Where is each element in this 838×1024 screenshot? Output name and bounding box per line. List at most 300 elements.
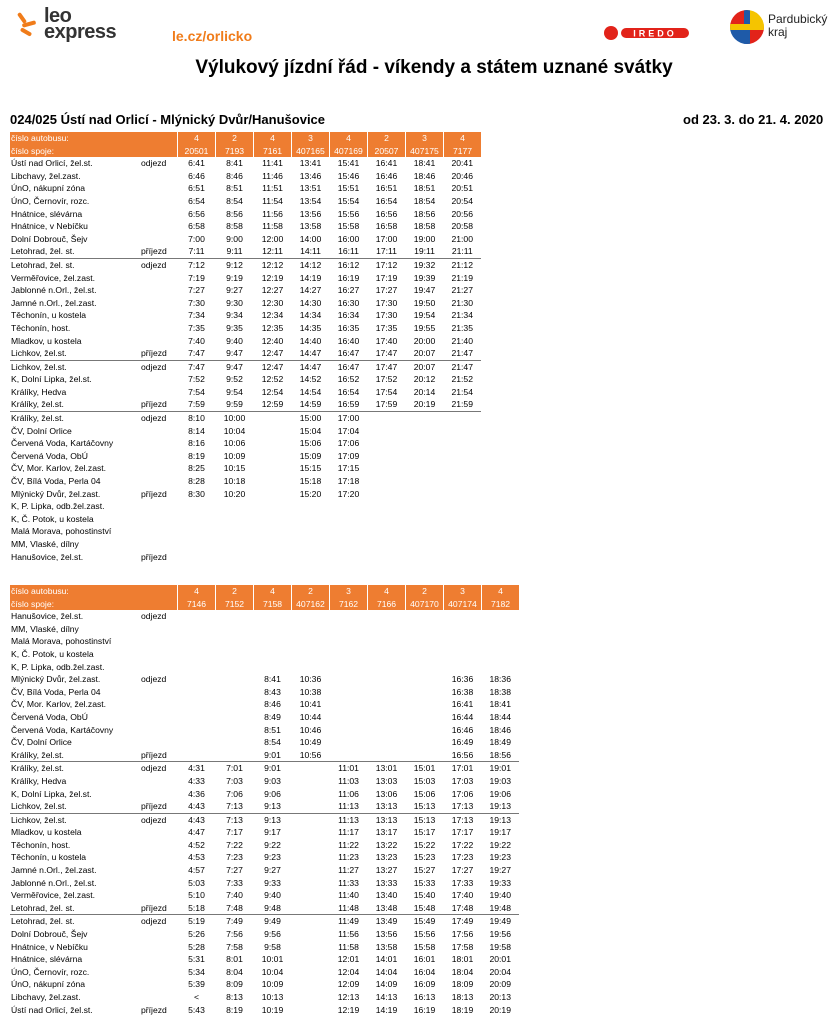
departure-time xyxy=(254,513,292,526)
departure-time: 18:56 xyxy=(413,208,436,219)
departure-time: 7:54 xyxy=(188,386,205,397)
departure-time: 19:03 xyxy=(489,775,511,786)
stop-type xyxy=(141,195,178,208)
departure-time: 19:33 xyxy=(489,877,511,888)
stop-type xyxy=(141,373,178,386)
departure-time: 14:40 xyxy=(299,335,322,346)
departure-time: 6:41 xyxy=(188,158,205,169)
departure-time: 9:27 xyxy=(264,865,281,876)
station-name: K, Č. Potok, u kostela xyxy=(11,648,94,659)
departure-time xyxy=(178,711,216,724)
station-name: Libchavy, žel.zast. xyxy=(11,992,81,1002)
departure-time: 18:54 xyxy=(413,195,436,206)
bus-number: 3 xyxy=(330,585,368,598)
station-name: ÚnO, nákupní zóna xyxy=(11,979,86,990)
departure-time xyxy=(406,513,444,526)
station-name: Jamné n.Orl., žel.zast. xyxy=(11,865,97,876)
departure-time: 18:41 xyxy=(489,699,511,710)
table-row xyxy=(10,360,481,373)
departure-time: 12:13 xyxy=(337,992,360,1002)
departure-time: 12:27 xyxy=(261,285,284,296)
departure-time xyxy=(368,500,406,513)
table-row xyxy=(10,551,481,564)
departure-time: 11:56 xyxy=(262,208,283,219)
departure-time: 5:26 xyxy=(188,929,205,940)
departure-time: 14:47 xyxy=(292,360,330,373)
departure-time xyxy=(254,412,292,425)
station-name: Ústí nad Orlicí, žel.st. xyxy=(11,158,93,169)
departure-time: 9:49 xyxy=(254,915,292,928)
departure-time: 9:56 xyxy=(264,929,281,940)
departure-time: 13:40 xyxy=(375,890,398,901)
departure-time: 9:35 xyxy=(226,322,243,333)
departure-time: 15:58 xyxy=(413,941,436,952)
departure-time xyxy=(330,635,368,648)
stop-type xyxy=(141,475,178,488)
station-name: Králíky, žel.st. xyxy=(10,762,141,775)
trip-number: 407170 xyxy=(406,598,444,611)
stop-type: příjezd xyxy=(141,902,167,913)
table-row xyxy=(10,386,481,399)
departure-time xyxy=(292,610,330,623)
departure-time: 10:46 xyxy=(299,724,322,735)
departure-time: 19:22 xyxy=(489,839,511,850)
stop-type: příjezd xyxy=(141,399,167,410)
departure-time: 10:04 xyxy=(223,425,246,436)
departure-time xyxy=(368,610,406,623)
departure-time: 18:04 xyxy=(451,966,474,977)
departure-time: 10:00 xyxy=(216,412,254,425)
departure-time: 20:46 xyxy=(451,170,473,181)
departure-time xyxy=(406,711,444,724)
departure-time: 11:49 xyxy=(330,915,368,928)
departure-time: 12:59 xyxy=(261,399,284,410)
departure-time: 21:00 xyxy=(451,233,473,244)
departure-time: 16:46 xyxy=(451,724,474,735)
departure-time: 17:06 xyxy=(337,438,360,449)
departure-time xyxy=(330,538,368,551)
station-name: Dolní Dobrouč, Šejv xyxy=(11,233,88,244)
departure-time: 17:22 xyxy=(451,839,474,850)
table-row xyxy=(10,425,481,438)
departure-time: 13:58 xyxy=(299,221,322,232)
departure-time xyxy=(178,500,216,513)
departure-time: 8:01 xyxy=(226,954,243,965)
stop-type xyxy=(141,966,178,979)
departure-time xyxy=(292,966,330,979)
departure-time: 16:47 xyxy=(330,360,368,373)
stop-type xyxy=(141,928,178,941)
departure-time: 12:47 xyxy=(254,360,292,373)
stop-type xyxy=(141,297,178,310)
departure-time: 21:59 xyxy=(451,399,473,410)
departure-time xyxy=(406,623,444,636)
bus-number: 3 xyxy=(444,585,482,598)
departure-time: 16:56 xyxy=(451,749,474,760)
leo-express-wordmark: leo express xyxy=(44,5,117,43)
stop-type xyxy=(141,500,178,513)
table-row xyxy=(10,475,481,488)
departure-time xyxy=(178,698,216,711)
station-name: ČV, Bílá Voda, Perla 04 xyxy=(11,686,101,697)
departure-time: 10:13 xyxy=(261,992,284,1002)
station-name: K, Dolní Lipka, žel.st. xyxy=(11,374,92,385)
departure-time: 7:56 xyxy=(226,929,243,940)
departure-time: 7:47 xyxy=(188,348,205,359)
departure-time: 13:49 xyxy=(368,915,406,928)
departure-time xyxy=(368,513,406,526)
departure-time xyxy=(368,648,406,661)
departure-time: 21:35 xyxy=(451,322,473,333)
departure-time: 18:46 xyxy=(489,724,511,735)
trip-number-row xyxy=(10,598,519,611)
departure-time: 17:11 xyxy=(376,246,397,257)
departure-time: 21:40 xyxy=(451,335,473,346)
bus-number: 4 xyxy=(368,585,406,598)
table-row xyxy=(10,839,519,852)
departure-time: 8:54 xyxy=(264,737,281,748)
departure-time: 9:03 xyxy=(264,775,281,786)
departure-time: 17:00 xyxy=(330,412,368,425)
station-name: K, Dolní Lipka, žel.st. xyxy=(11,788,92,799)
departure-time: 4:43 xyxy=(178,813,216,826)
departure-time: 12:01 xyxy=(337,954,360,965)
departure-time: 5:18 xyxy=(188,902,205,913)
departure-time: 16:00 xyxy=(337,233,360,244)
departure-time xyxy=(216,749,254,762)
departure-time: 16:12 xyxy=(330,258,368,271)
departure-time: 19:47 xyxy=(413,285,436,296)
departure-time xyxy=(406,610,444,623)
departure-time: 10:19 xyxy=(261,1004,284,1015)
departure-time xyxy=(254,450,292,463)
departure-time: 8:56 xyxy=(226,208,243,219)
departure-time: 7:01 xyxy=(216,762,254,775)
station-name: K, Č. Potok, u kostela xyxy=(11,513,94,524)
station-name: ÚnO, nákupní zóna xyxy=(11,183,86,194)
departure-time: 4:36 xyxy=(188,788,205,799)
station-name: Hnátnice, v Nebíčku xyxy=(11,941,88,952)
departure-time: 9:47 xyxy=(226,348,243,359)
departure-time: 20:09 xyxy=(489,979,511,990)
departure-time: 10:18 xyxy=(223,476,246,487)
departure-time: 20:58 xyxy=(451,221,473,232)
leo-express-logo xyxy=(18,5,128,44)
departure-time: 10:41 xyxy=(299,699,322,710)
departure-time: 4:57 xyxy=(188,865,205,876)
departure-time xyxy=(330,513,368,526)
departure-time: 17:33 xyxy=(451,877,474,888)
departure-time xyxy=(406,525,444,538)
departure-time: 13:56 xyxy=(299,208,322,219)
departure-time: 17:17 xyxy=(451,827,474,838)
departure-time: 11:51 xyxy=(262,183,283,194)
departure-time: 20:41 xyxy=(451,158,473,169)
departure-time: 14:59 xyxy=(299,399,322,410)
header-spacer xyxy=(141,145,178,158)
table-row xyxy=(10,513,481,526)
station-name: Červená Voda, ObÚ xyxy=(11,711,88,722)
table-row xyxy=(10,661,519,674)
departure-time xyxy=(178,686,216,699)
departure-time xyxy=(292,648,330,661)
station-name: ÚnO, Černovír, rozc. xyxy=(11,966,90,977)
departure-time xyxy=(368,698,406,711)
table-row xyxy=(10,284,481,297)
departure-time: 9:34 xyxy=(226,310,243,321)
departure-time xyxy=(178,724,216,737)
trip-number: 7161 xyxy=(254,145,292,158)
stop-type xyxy=(141,170,178,183)
iredo-logo-icon xyxy=(603,25,691,41)
departure-time: 6:58 xyxy=(188,221,205,232)
departure-time: 21:30 xyxy=(451,297,473,308)
departure-time xyxy=(216,711,254,724)
stop-type: příjezd xyxy=(141,348,167,359)
stop-type xyxy=(141,425,178,438)
trip-number: 7177 xyxy=(444,145,482,158)
table-row xyxy=(10,928,519,941)
departure-time xyxy=(292,762,330,775)
bus-number: 4 xyxy=(178,585,216,598)
departure-time xyxy=(178,551,216,564)
departure-time: 9:13 xyxy=(264,801,281,812)
departure-time xyxy=(444,437,482,450)
departure-time: 8:30 xyxy=(188,488,205,499)
departure-time: 17:56 xyxy=(451,929,474,940)
departure-time xyxy=(216,513,254,526)
station-name: K, P. Lipka, odb.žel.zast. xyxy=(11,501,105,512)
table-row xyxy=(10,966,519,979)
departure-time: 10:15 xyxy=(223,463,246,474)
bus-number: 4 xyxy=(444,132,482,145)
departure-time: 11:58 xyxy=(262,221,283,232)
station-name: Králíky, žel.st. xyxy=(10,412,141,425)
departure-time: 7:58 xyxy=(226,941,243,952)
table-row xyxy=(10,623,519,636)
departure-time: 19:56 xyxy=(489,929,511,940)
departure-time: 7:27 xyxy=(226,865,243,876)
table-row xyxy=(10,610,519,623)
stop-type xyxy=(141,991,178,1004)
departure-time xyxy=(254,551,292,564)
departure-time xyxy=(482,623,520,636)
departure-time: 6:51 xyxy=(188,183,205,194)
departure-time xyxy=(254,538,292,551)
station-name: MM, Vlaské, dílny xyxy=(11,623,79,634)
departure-time: 17:23 xyxy=(451,852,474,863)
departure-time: 10:01 xyxy=(261,954,284,965)
iredo-logo xyxy=(603,25,691,41)
departure-time: 18:13 xyxy=(451,992,474,1002)
departure-time: 17:48 xyxy=(451,902,474,913)
departure-time xyxy=(178,648,216,661)
departure-time: 14:19 xyxy=(299,272,322,283)
departure-time: 9:23 xyxy=(264,852,281,863)
stop-type xyxy=(141,941,178,954)
departure-time: 7:34 xyxy=(188,310,205,321)
departure-time: 17:40 xyxy=(375,335,398,346)
header-spacer xyxy=(141,132,178,145)
table-row xyxy=(10,991,519,1004)
departure-time: 15:13 xyxy=(406,813,444,826)
station-name: Letohrad, žel. st. xyxy=(11,902,75,913)
departure-time xyxy=(444,450,482,463)
departure-time: 9:54 xyxy=(226,386,243,397)
stop-type xyxy=(141,953,178,966)
departure-time xyxy=(178,635,216,648)
station-name: ČV, Dolní Orlice xyxy=(11,425,72,436)
departure-time xyxy=(178,673,216,686)
stop-type: odjezd xyxy=(141,158,167,169)
departure-time: 7:00 xyxy=(188,233,205,244)
departure-time: 11:54 xyxy=(262,195,283,206)
departure-time: 16:44 xyxy=(451,711,474,722)
departure-time xyxy=(216,500,254,513)
stop-type: odjezd xyxy=(141,412,178,425)
departure-time: 19:54 xyxy=(413,310,436,321)
departure-time: 9:58 xyxy=(264,941,281,952)
stop-type xyxy=(141,525,178,538)
departure-time: 7:52 xyxy=(188,374,205,385)
table-row xyxy=(10,309,481,322)
departure-time: 8:51 xyxy=(264,724,281,735)
table-row xyxy=(10,500,481,513)
departure-time: 17:18 xyxy=(337,476,360,487)
departure-time: 8:14 xyxy=(188,425,205,436)
departure-time: 8:16 xyxy=(188,438,205,449)
departure-time: 18:51 xyxy=(413,183,436,194)
departure-time xyxy=(368,475,406,488)
page-header xyxy=(0,0,838,50)
departure-time: 18:01 xyxy=(451,954,474,965)
table-row xyxy=(10,462,481,475)
departure-time: 15:51 xyxy=(337,183,360,194)
departure-time xyxy=(368,425,406,438)
departure-time: 17:40 xyxy=(451,890,474,901)
region-emblem-icon xyxy=(730,10,764,44)
bus-number: 2 xyxy=(368,132,406,145)
departure-time: 8:04 xyxy=(226,966,243,977)
stop-type xyxy=(141,220,178,233)
station-name: Verměřovice, žel.zast. xyxy=(11,272,96,283)
departure-time: 18:46 xyxy=(413,170,436,181)
departure-time: 10:20 xyxy=(223,488,246,499)
departure-time xyxy=(216,648,254,661)
table-row xyxy=(10,525,481,538)
departure-time xyxy=(444,488,482,501)
station-name: Lichkov, žel.st. xyxy=(10,813,141,826)
station-name: Letohrad, žel. st. xyxy=(10,258,141,271)
stop-type: odjezd xyxy=(141,915,178,928)
departure-time: 6:56 xyxy=(188,208,205,219)
departure-time: 5:10 xyxy=(188,890,205,901)
validity-period: od 23. 3. do 21. 4. 2020 xyxy=(683,112,824,127)
departure-time: 9:48 xyxy=(264,902,281,913)
departure-time: 15:33 xyxy=(413,877,436,888)
departure-time: 16:27 xyxy=(337,285,360,296)
departure-time xyxy=(292,915,330,928)
station-name: Libchavy, žel.zast. xyxy=(11,170,81,181)
table-row xyxy=(10,686,519,699)
departure-time: 7:40 xyxy=(226,890,243,901)
departure-time: 11:13 xyxy=(338,801,359,812)
trip-number-label: číslo spoje: xyxy=(10,145,141,158)
departure-time: 19:06 xyxy=(489,788,511,799)
departure-time xyxy=(254,500,292,513)
departure-time xyxy=(406,412,444,425)
departure-time: 15:48 xyxy=(413,902,436,913)
stop-type xyxy=(141,736,178,749)
departure-time: 6:46 xyxy=(188,170,205,181)
departure-time: 20:54 xyxy=(451,195,473,206)
departure-time: 17:20 xyxy=(337,488,360,499)
departure-time: 4:47 xyxy=(188,827,205,838)
route-name: 024/025 Ústí nad Orlicí - Mlýnický Dvůr/Hanušovice xyxy=(10,112,326,127)
bus-number-label: číslo autobusu: xyxy=(10,132,141,145)
station-name: Hnátnice, slévárna xyxy=(11,954,83,965)
departure-time: 19:11 xyxy=(414,246,435,257)
table-row xyxy=(10,749,519,762)
departure-time: 12:35 xyxy=(261,322,284,333)
departure-time xyxy=(444,475,482,488)
departure-time: 16:49 xyxy=(451,737,474,748)
departure-time xyxy=(368,450,406,463)
departure-time xyxy=(368,412,406,425)
departure-time xyxy=(216,635,254,648)
departure-time xyxy=(406,425,444,438)
station-name: K, P. Lipka, odb.žel.zast. xyxy=(11,661,105,672)
departure-time: 9:30 xyxy=(226,297,243,308)
departure-time xyxy=(444,623,482,636)
table-row xyxy=(10,941,519,954)
departure-time: 9:01 xyxy=(264,749,281,760)
departure-time: 20:12 xyxy=(413,374,436,385)
table-row xyxy=(10,347,481,360)
departure-time: 19:01 xyxy=(482,762,520,775)
departure-time: 8:19 xyxy=(226,1004,243,1015)
departure-time: 13:17 xyxy=(375,827,398,838)
departure-time: 19:13 xyxy=(482,813,520,826)
table-row xyxy=(10,864,519,877)
table-row xyxy=(10,450,481,463)
departure-time xyxy=(292,941,330,954)
departure-time: 7:47 xyxy=(178,360,216,373)
table-row xyxy=(10,635,519,648)
departure-time xyxy=(216,525,254,538)
departure-time xyxy=(330,724,368,737)
stop-type xyxy=(141,661,178,674)
departure-time xyxy=(292,864,330,877)
departure-time: 10:44 xyxy=(299,711,322,722)
departure-time: 16:38 xyxy=(451,686,474,697)
departure-time: 4:52 xyxy=(188,839,205,850)
trip-number: 407174 xyxy=(444,598,482,611)
bus-number: 2 xyxy=(406,585,444,598)
departure-time: 14:34 xyxy=(299,310,322,321)
leo-express-mark-icon xyxy=(18,12,38,40)
departure-time: 20:13 xyxy=(489,992,511,1002)
stop-type xyxy=(141,978,178,991)
departure-time: 20:19 xyxy=(413,399,436,410)
departure-time: 15:40 xyxy=(413,890,436,901)
departure-time: 17:27 xyxy=(375,285,398,296)
departure-time: 18:56 xyxy=(489,749,511,760)
departure-time: 13:13 xyxy=(368,813,406,826)
departure-time xyxy=(330,551,368,564)
departure-time xyxy=(216,686,254,699)
departure-time: 10:06 xyxy=(223,438,246,449)
